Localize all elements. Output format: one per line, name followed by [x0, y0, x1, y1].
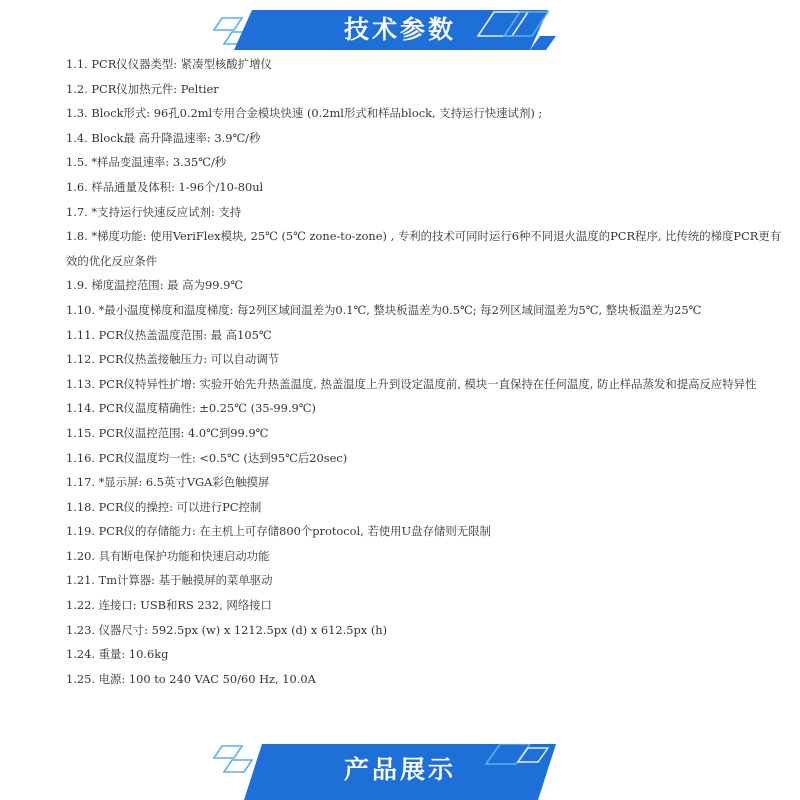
spec-item: 1.14. PCR仪温度精确性: ±0.25℃ (35-99.9℃): [66, 401, 316, 416]
spec-item: 1.20. 具有断电保护功能和快速启动功能: [66, 548, 270, 563]
spec-item: 1.8. *梯度功能: 使用VeriFlex模块, 25℃ (5℃ zone-to-zone) , 专利的技术可同时运行6种不同退火温度的PCR程序, 比传统的梯度PCR更有效的优化反应条件: [66, 229, 782, 268]
specs-section-header: [0, 6, 800, 56]
spec-item: 1.2. PCR仪加热元件: Peltier: [66, 81, 219, 96]
spec-item: 1.15. PCR仪温控范围: 4.0℃到99.9℃: [66, 425, 269, 440]
products-title: 产品展示: [343, 755, 456, 784]
spec-item: 1.5. *样品变温速率: 3.35℃/秒: [66, 155, 227, 170]
spec-item: 1.11. PCR仪热盖温度范围: 最 高105℃: [66, 327, 272, 342]
spec-item: 1.7. *支持运行快速反应试剂: 支持: [66, 204, 242, 219]
spec-item: 1.21. Tm计算器: 基于触摸屏的菜单驱动: [66, 573, 273, 588]
spec-item: 1.25. 电源: 100 to 240 VAC 50/60 Hz, 10.0A: [66, 671, 316, 686]
spec-item: 1.17. *显示屏: 6.5英寸VGA彩色触摸屏: [66, 475, 270, 490]
products-section-header: [0, 744, 800, 794]
spec-item: 1.10. *最小温度梯度和温度梯度: 每2列区域间温差为0.1℃, 整块板温差为0.5℃; 每2列区域间温差为5℃, 整块板温差为25℃: [66, 302, 702, 317]
spec-item: 1.23. 仪器尺寸: 592.5px (w) x 1212.5px (d) x 612.5px (h): [66, 622, 388, 637]
spec-item: 1.19. PCR仪的存储能力: 在主机上可存储800个protocol, 若使用U盘存储则无限制: [66, 524, 491, 539]
spec-item: 1.6. 样品通量及体积: 1-96个/10-80ul: [66, 179, 264, 194]
specs-list: [66, 52, 782, 691]
spec-item: 1.13. PCR仪特异性扩增: 实验开始先升热盖温度, 热盖温度上升到设定温度前, 模块一直保持在任何温度, 防止样品蒸发和提高反应特异性: [66, 376, 757, 391]
specs-title: 技术参数: [343, 15, 456, 44]
spec-item: 1.24. 重量: 10.6kg: [66, 647, 169, 662]
spec-item: 1.22. 连接口: USB和RS 232, 网络接口: [66, 598, 272, 613]
spec-item: 1.9. 梯度温控范围: 最 高为99.9℃: [66, 278, 244, 293]
spec-item: 1.18. PCR仪的操控: 可以进行PC控制: [66, 499, 262, 514]
spec-item: 1.3. Block形式: 96孔0.2ml专用合金模块快速 (0.2ml形式和样品block, 支持运行快速试剂) ;: [66, 106, 543, 121]
spec-item: 1.1. PCR仪仪器类型: 紧凑型核酸扩增仪: [66, 57, 272, 71]
spec-item: 1.12. PCR仪热盖接触压力: 可以自动调节: [66, 352, 280, 367]
spec-item: 1.4. Block最 高升降温速率: 3.9℃/秒: [66, 130, 261, 145]
spec-item: 1.16. PCR仪温度均一性: <0.5℃ (达到95℃后20sec): [66, 450, 348, 465]
